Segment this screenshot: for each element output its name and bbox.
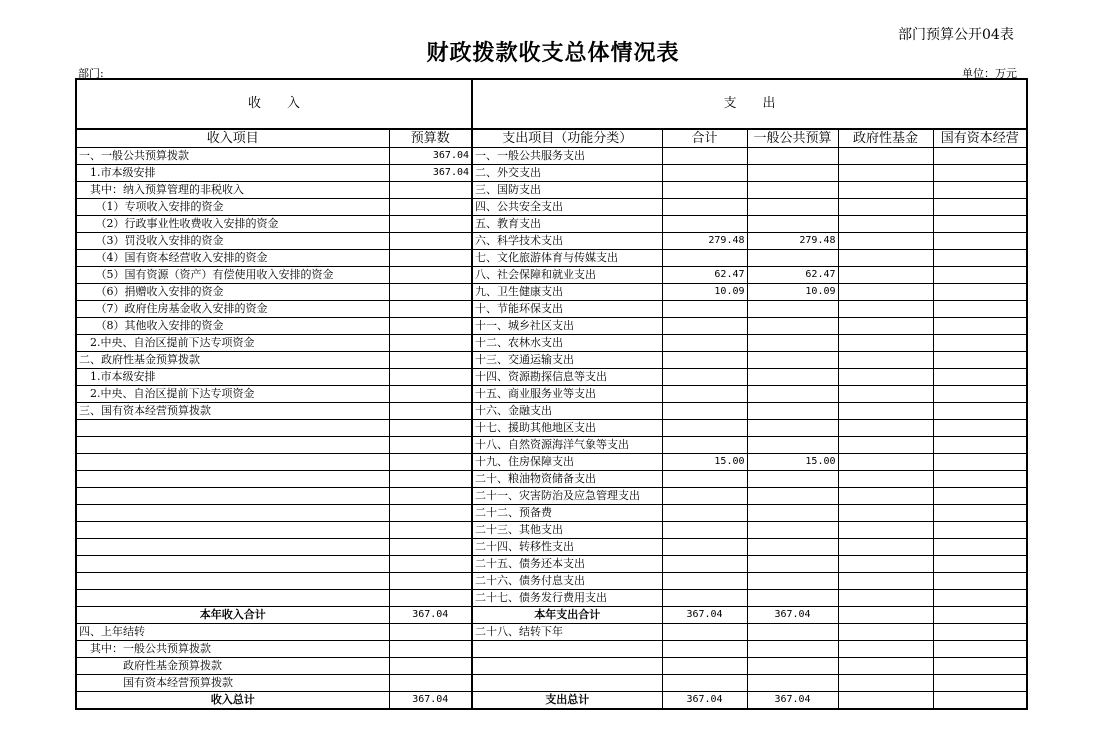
state-capital-value bbox=[933, 522, 1027, 539]
income-item bbox=[76, 505, 389, 522]
income-item: （4）国有资本经营收入安排的资金 bbox=[76, 250, 389, 267]
budget-value bbox=[389, 437, 472, 454]
table-row bbox=[76, 471, 1027, 488]
general-budget-value bbox=[747, 352, 838, 369]
general-budget-value bbox=[747, 403, 838, 420]
budget-value bbox=[389, 199, 472, 216]
general-budget-value bbox=[747, 505, 838, 522]
department-label: 部门: bbox=[78, 67, 104, 80]
budget-value bbox=[389, 301, 472, 318]
gov-fund-value bbox=[838, 318, 933, 335]
income-item: 政府性基金预算拨款 bbox=[76, 658, 389, 675]
expense-item: 一、一般公共服务支出 bbox=[472, 148, 662, 165]
col-general-budget: 一般公共预算 bbox=[747, 129, 838, 148]
state-capital-value bbox=[933, 471, 1027, 488]
expense-item: 二十三、其他支出 bbox=[472, 522, 662, 539]
state-capital-value bbox=[933, 216, 1027, 233]
table-row bbox=[76, 488, 1027, 505]
gov-fund-value bbox=[838, 539, 933, 556]
total-value bbox=[662, 250, 747, 267]
year-expense-total: 367.04 bbox=[662, 607, 747, 624]
total-value bbox=[662, 148, 747, 165]
income-item: 二、政府性基金预算拨款 bbox=[76, 352, 389, 369]
gov-fund-value bbox=[838, 284, 933, 301]
gov-fund-value bbox=[838, 556, 933, 573]
expense-item: 十五、商业服务业等支出 bbox=[472, 386, 662, 403]
general-budget-value: 15.00 bbox=[747, 454, 838, 471]
table-row bbox=[76, 148, 1027, 165]
total-value bbox=[662, 522, 747, 539]
expense-grand-total-label: 支出总计 bbox=[472, 692, 662, 710]
total-value bbox=[662, 658, 747, 675]
table-row bbox=[76, 573, 1027, 590]
gov-fund-value bbox=[838, 488, 933, 505]
expense-item: 十四、资源勘探信息等支出 bbox=[472, 369, 662, 386]
col-gov-fund: 政府性基金 bbox=[838, 129, 933, 148]
table-row bbox=[76, 437, 1027, 454]
general-budget-value bbox=[747, 624, 838, 641]
general-budget-value bbox=[747, 420, 838, 437]
fiscal-summary-table bbox=[75, 78, 1028, 710]
gov-fund-value bbox=[838, 301, 933, 318]
state-capital-value bbox=[933, 539, 1027, 556]
income-item bbox=[76, 488, 389, 505]
general-budget-value bbox=[747, 522, 838, 539]
gov-fund-value bbox=[838, 250, 933, 267]
budget-value: 367.04 bbox=[389, 165, 472, 182]
budget-value bbox=[389, 420, 472, 437]
total-value bbox=[662, 573, 747, 590]
general-budget-value bbox=[747, 250, 838, 267]
budget-value bbox=[389, 505, 472, 522]
income-item bbox=[76, 454, 389, 471]
general-budget-value bbox=[747, 488, 838, 505]
gov-fund-value bbox=[838, 352, 933, 369]
expense-item: 十、节能环保支出 bbox=[472, 301, 662, 318]
grand-total-row bbox=[76, 692, 1027, 710]
general-budget-value bbox=[747, 641, 838, 658]
general-budget-value bbox=[747, 199, 838, 216]
total-value bbox=[662, 624, 747, 641]
state-capital-value bbox=[933, 267, 1027, 284]
income-item: 其中：纳入预算管理的非税收入 bbox=[76, 182, 389, 199]
state-capital-value bbox=[933, 556, 1027, 573]
income-item bbox=[76, 522, 389, 539]
budget-value bbox=[389, 488, 472, 505]
gov-fund-value bbox=[838, 420, 933, 437]
budget-value bbox=[389, 658, 472, 675]
expense-item: 二十八、结转下年 bbox=[472, 624, 662, 641]
expense-item: 二十五、债务还本支出 bbox=[472, 556, 662, 573]
state-capital-value bbox=[933, 165, 1027, 182]
form-id: 部门预算公开04表 bbox=[898, 27, 1014, 43]
state-capital-value bbox=[933, 386, 1027, 403]
table-row bbox=[76, 420, 1027, 437]
income-item: 1.市本级安排 bbox=[76, 165, 389, 182]
table-row bbox=[76, 352, 1027, 369]
income-item: 四、上年结转 bbox=[76, 624, 389, 641]
income-item bbox=[76, 437, 389, 454]
budget-value bbox=[389, 590, 472, 607]
expense-item: 二十一、灾害防治及应急管理支出 bbox=[472, 488, 662, 505]
general-budget-value: 279.48 bbox=[747, 233, 838, 250]
budget-value bbox=[389, 403, 472, 420]
table-row bbox=[76, 556, 1027, 573]
table-row bbox=[76, 301, 1027, 318]
table-row bbox=[76, 454, 1027, 471]
general-budget-value bbox=[747, 539, 838, 556]
expense-item bbox=[472, 675, 662, 692]
expense-item: 九、卫生健康支出 bbox=[472, 284, 662, 301]
state-capital-value bbox=[933, 590, 1027, 607]
expense-item: 三、国防支出 bbox=[472, 182, 662, 199]
state-capital-value bbox=[933, 573, 1027, 590]
general-budget-value bbox=[747, 318, 838, 335]
expense-item bbox=[472, 658, 662, 675]
section-header-row bbox=[76, 79, 1027, 129]
total-value bbox=[662, 488, 747, 505]
budget-value bbox=[389, 624, 472, 641]
budget-value bbox=[389, 267, 472, 284]
income-item: （1）专项收入安排的资金 bbox=[76, 199, 389, 216]
state-capital-value bbox=[933, 675, 1027, 692]
income-item: （2）行政事业性收费收入安排的资金 bbox=[76, 216, 389, 233]
gov-fund-value bbox=[838, 675, 933, 692]
state-capital-value bbox=[933, 437, 1027, 454]
table-row bbox=[76, 165, 1027, 182]
gov-fund-value bbox=[838, 165, 933, 182]
expense-item: 二十六、债务付息支出 bbox=[472, 573, 662, 590]
income-item: （5）国有资源（资产）有偿使用收入安排的资金 bbox=[76, 267, 389, 284]
expense-item: 二十、粮油物资储备支出 bbox=[472, 471, 662, 488]
general-budget-value bbox=[747, 148, 838, 165]
total-value bbox=[662, 335, 747, 352]
expense-item: 十七、援助其他地区支出 bbox=[472, 420, 662, 437]
income-item: 一、一般公共预算拨款 bbox=[76, 148, 389, 165]
budget-value bbox=[389, 352, 472, 369]
total-value bbox=[662, 318, 747, 335]
total-value bbox=[662, 403, 747, 420]
budget-value bbox=[389, 216, 472, 233]
expense-item: 二十四、转移性支出 bbox=[472, 539, 662, 556]
budget-value bbox=[389, 454, 472, 471]
gov-fund-value bbox=[838, 624, 933, 641]
budget-value bbox=[389, 471, 472, 488]
income-item: 1.市本级安排 bbox=[76, 369, 389, 386]
gov-fund-value bbox=[838, 335, 933, 352]
state-capital-value bbox=[933, 318, 1027, 335]
total-value bbox=[662, 386, 747, 403]
total-value bbox=[662, 590, 747, 607]
total-value: 62.47 bbox=[662, 267, 747, 284]
carry-row bbox=[76, 658, 1027, 675]
expense-item: 八、社会保障和就业支出 bbox=[472, 267, 662, 284]
state-capital-value bbox=[933, 454, 1027, 471]
unit-label: 单位：万元 bbox=[962, 67, 1017, 80]
budget-value bbox=[389, 233, 472, 250]
expense-item: 二十二、预备费 bbox=[472, 505, 662, 522]
general-budget-value bbox=[747, 437, 838, 454]
gov-fund-value bbox=[838, 216, 933, 233]
table-row bbox=[76, 267, 1027, 284]
budget-value bbox=[389, 318, 472, 335]
total-value bbox=[662, 539, 747, 556]
general-budget-value bbox=[747, 556, 838, 573]
table-row bbox=[76, 250, 1027, 267]
income-item bbox=[76, 420, 389, 437]
state-capital-value bbox=[933, 658, 1027, 675]
income-item: 其中：一般公共预算拨款 bbox=[76, 641, 389, 658]
expense-item: 四、公共安全支出 bbox=[472, 199, 662, 216]
total-value bbox=[662, 420, 747, 437]
expense-item: 十八、自然资源海洋气象等支出 bbox=[472, 437, 662, 454]
gov-fund-value bbox=[838, 573, 933, 590]
budget-value bbox=[389, 675, 472, 692]
total-value bbox=[662, 471, 747, 488]
table-row bbox=[76, 403, 1027, 420]
table-row bbox=[76, 216, 1027, 233]
total-value bbox=[662, 675, 747, 692]
general-budget-value bbox=[747, 675, 838, 692]
state-capital-value bbox=[933, 335, 1027, 352]
table-row bbox=[76, 369, 1027, 386]
state-capital-value bbox=[933, 284, 1027, 301]
gov-fund-value bbox=[838, 233, 933, 250]
state-capital-value bbox=[933, 403, 1027, 420]
gov-fund-value bbox=[838, 403, 933, 420]
state-capital-value bbox=[933, 250, 1027, 267]
col-income-item: 收入项目 bbox=[76, 129, 389, 148]
column-header-row bbox=[76, 129, 1027, 148]
carry-row bbox=[76, 624, 1027, 641]
budget-value bbox=[389, 335, 472, 352]
income-item bbox=[76, 573, 389, 590]
expense-item: 十一、城乡社区支出 bbox=[472, 318, 662, 335]
state-capital-value bbox=[933, 624, 1027, 641]
total-value: 10.09 bbox=[662, 284, 747, 301]
gov-fund-value bbox=[838, 658, 933, 675]
general-budget-value bbox=[747, 165, 838, 182]
general-budget-value bbox=[747, 369, 838, 386]
col-state-capital: 国有资本经营 bbox=[933, 129, 1027, 148]
col-total: 合计 bbox=[662, 129, 747, 148]
col-budget: 预算数 bbox=[389, 129, 472, 148]
gov-fund-value bbox=[838, 590, 933, 607]
state-capital-value bbox=[933, 369, 1027, 386]
budget-value bbox=[389, 556, 472, 573]
total-value bbox=[662, 352, 747, 369]
table-row bbox=[76, 233, 1027, 250]
budget-value bbox=[389, 369, 472, 386]
table-row bbox=[76, 284, 1027, 301]
budget-value bbox=[389, 182, 472, 199]
page-title: 财政拨款收支总体情况表 bbox=[426, 40, 680, 66]
income-item bbox=[76, 590, 389, 607]
budget-value bbox=[389, 386, 472, 403]
carry-row bbox=[76, 641, 1027, 658]
expense-item: 二、外交支出 bbox=[472, 165, 662, 182]
total-value bbox=[662, 182, 747, 199]
year-income-total-label: 本年收入合计 bbox=[76, 607, 389, 624]
table-row bbox=[76, 505, 1027, 522]
income-grand-total-label: 收入总计 bbox=[76, 692, 389, 710]
budget-value bbox=[389, 522, 472, 539]
state-capital-value bbox=[933, 233, 1027, 250]
state-capital-value bbox=[933, 488, 1027, 505]
budget-value bbox=[389, 641, 472, 658]
table-row bbox=[76, 590, 1027, 607]
general-budget-value bbox=[747, 590, 838, 607]
table-row bbox=[76, 199, 1027, 216]
budget-value bbox=[389, 539, 472, 556]
state-capital-value bbox=[933, 352, 1027, 369]
general-budget-value bbox=[747, 573, 838, 590]
table-row bbox=[76, 539, 1027, 556]
gov-fund-value bbox=[838, 505, 933, 522]
expense-grand-total: 367.04 bbox=[662, 692, 747, 710]
expense-item: 五、教育支出 bbox=[472, 216, 662, 233]
income-item bbox=[76, 556, 389, 573]
general-budget-value: 62.47 bbox=[747, 267, 838, 284]
income-item bbox=[76, 471, 389, 488]
general-budget-value bbox=[747, 301, 838, 318]
expense-item: 十六、金融支出 bbox=[472, 403, 662, 420]
year-expense-total-label: 本年支出合计 bbox=[472, 607, 662, 624]
general-budget-value bbox=[747, 216, 838, 233]
general-budget-value: 10.09 bbox=[747, 284, 838, 301]
general-budget-value bbox=[747, 658, 838, 675]
state-capital-value bbox=[933, 420, 1027, 437]
expense-item: 十二、农林水支出 bbox=[472, 335, 662, 352]
year-expense-general: 367.04 bbox=[747, 607, 838, 624]
table-row bbox=[76, 335, 1027, 352]
general-budget-value bbox=[747, 182, 838, 199]
expense-section-header: 支 出 bbox=[472, 79, 1027, 129]
table-row bbox=[76, 318, 1027, 335]
gov-fund-value bbox=[838, 522, 933, 539]
total-value bbox=[662, 556, 747, 573]
gov-fund-value bbox=[838, 148, 933, 165]
state-capital-value bbox=[933, 148, 1027, 165]
gov-fund-value bbox=[838, 641, 933, 658]
income-item bbox=[76, 539, 389, 556]
total-value bbox=[662, 165, 747, 182]
income-item: 国有资本经营预算拨款 bbox=[76, 675, 389, 692]
total-value bbox=[662, 437, 747, 454]
general-budget-value bbox=[747, 471, 838, 488]
gov-fund-value bbox=[838, 369, 933, 386]
budget-value bbox=[389, 284, 472, 301]
state-capital-value bbox=[933, 301, 1027, 318]
total-value: 279.48 bbox=[662, 233, 747, 250]
general-budget-value bbox=[747, 335, 838, 352]
total-value bbox=[662, 199, 747, 216]
year-income-total-value: 367.04 bbox=[389, 607, 472, 624]
carry-row bbox=[76, 675, 1027, 692]
gov-fund-value bbox=[838, 454, 933, 471]
expense-item: 七、文化旅游体育与传媒支出 bbox=[472, 250, 662, 267]
total-value bbox=[662, 369, 747, 386]
budget-value: 367.04 bbox=[389, 148, 472, 165]
total-value bbox=[662, 301, 747, 318]
gov-fund-value bbox=[838, 199, 933, 216]
income-item: （7）政府住房基金收入安排的资金 bbox=[76, 301, 389, 318]
total-value bbox=[662, 641, 747, 658]
expense-item: 十三、交通运输支出 bbox=[472, 352, 662, 369]
gov-fund-value bbox=[838, 267, 933, 284]
budget-value bbox=[389, 250, 472, 267]
income-item: （6）捐赠收入安排的资金 bbox=[76, 284, 389, 301]
gov-fund-value bbox=[838, 471, 933, 488]
expense-item: 六、科学技术支出 bbox=[472, 233, 662, 250]
gov-fund-value bbox=[838, 386, 933, 403]
col-expense-item: 支出项目（功能分类） bbox=[472, 129, 662, 148]
gov-fund-value bbox=[838, 437, 933, 454]
total-value bbox=[662, 216, 747, 233]
budget-value bbox=[389, 573, 472, 590]
year-total-row bbox=[76, 607, 1027, 624]
total-value bbox=[662, 505, 747, 522]
table-row bbox=[76, 386, 1027, 403]
state-capital-value bbox=[933, 199, 1027, 216]
state-capital-value bbox=[933, 505, 1027, 522]
expense-item: 十九、住房保障支出 bbox=[472, 454, 662, 471]
state-capital-value bbox=[933, 641, 1027, 658]
income-item: （8）其他收入安排的资金 bbox=[76, 318, 389, 335]
income-item: 三、国有资本经营预算拨款 bbox=[76, 403, 389, 420]
table-row bbox=[76, 522, 1027, 539]
income-item: 2.中央、自治区提前下达专项资金 bbox=[76, 335, 389, 352]
gov-fund-value bbox=[838, 182, 933, 199]
income-item: 2.中央、自治区提前下达专项资金 bbox=[76, 386, 389, 403]
table-row bbox=[76, 182, 1027, 199]
state-capital-value bbox=[933, 182, 1027, 199]
income-item: （3）罚没收入安排的资金 bbox=[76, 233, 389, 250]
expense-item bbox=[472, 641, 662, 658]
total-value: 15.00 bbox=[662, 454, 747, 471]
expense-item: 二十七、债务发行费用支出 bbox=[472, 590, 662, 607]
expense-grand-general: 367.04 bbox=[747, 692, 838, 710]
income-grand-total-value: 367.04 bbox=[389, 692, 472, 710]
income-section-header: 收 入 bbox=[76, 79, 472, 129]
general-budget-value bbox=[747, 386, 838, 403]
